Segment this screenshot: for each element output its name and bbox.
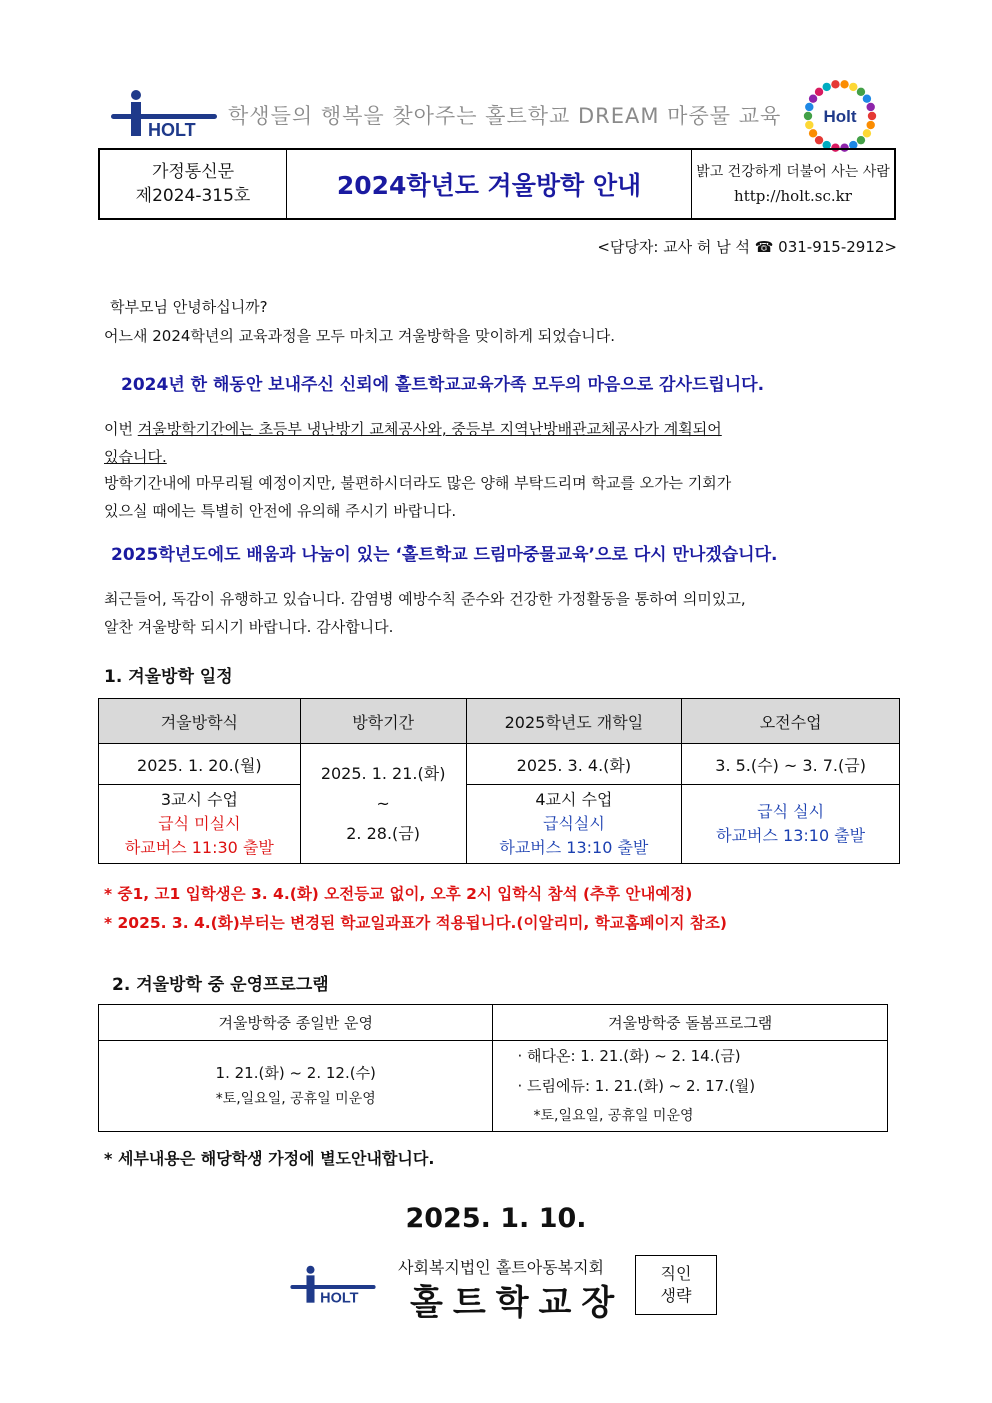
- holt-ring-logo: [802, 78, 878, 154]
- notice-type: 가정통신문: [151, 162, 235, 182]
- flu-line2: 알찬 겨울방학 되시기 바랍니다. 감사합니다.: [104, 618, 394, 636]
- table-row: [99, 1041, 888, 1132]
- ring-dot: [857, 88, 865, 96]
- ceremony-date: 2025. 1. 20.(월): [99, 744, 301, 785]
- vacation-program-table: [98, 1004, 888, 1132]
- notice-title-box: [98, 148, 896, 220]
- ring-dot: [840, 80, 848, 88]
- ring-dot: [823, 83, 831, 91]
- ring-dot: [809, 94, 817, 102]
- greeting: 학부모님 안녕하십니까?: [110, 298, 268, 316]
- school-motto: [692, 150, 894, 218]
- ceremony-meal: 급식 미실시: [158, 814, 241, 833]
- ceremony-details: [99, 785, 301, 864]
- morning-meal: 급식 실시: [757, 802, 825, 821]
- morning-bus: 하교버스 13:10 출발: [716, 826, 866, 845]
- header-ceremony: 겨울방학식: [99, 699, 301, 744]
- ring-dot: [867, 121, 875, 129]
- header-period: 방학기간: [300, 699, 466, 744]
- holt-logo: [108, 88, 220, 140]
- table-row: [99, 744, 900, 785]
- opening-meal: 급식실시: [542, 814, 605, 833]
- allday-note: *토,일요일, 공휴일 미운영: [215, 1091, 376, 1107]
- timetable-note: * 2025. 3. 4.(화)부터는 변경된 학교일과표가 적용됩니다.(이알리미, 학교홈페이지 참조): [104, 914, 727, 932]
- care-note: *토,일요일, 공휴일 미운영: [533, 1108, 694, 1124]
- allday-cell: [99, 1041, 493, 1132]
- intro-line: 어느새 2024학년의 교육과정을 모두 마치고 겨울방학을 맞이하게 되었습니다.: [104, 327, 616, 345]
- ceremony-bus: 하교버스 11:30 출발: [124, 838, 274, 857]
- vacation-period: [300, 744, 466, 864]
- table-header-row: [99, 1005, 888, 1041]
- official-seal-box: [635, 1255, 717, 1315]
- ring-dot: [849, 83, 857, 91]
- page-title: 2024학년도 겨울방학 안내: [287, 150, 692, 218]
- care-cell: [493, 1041, 888, 1132]
- allday-period: 1. 21.(화) ~ 2. 12.(수): [215, 1064, 376, 1082]
- ceremony-class: 3교시 수업: [160, 790, 238, 809]
- meet-again-message: 2025학년도에도 배움과 나눔이 있는 ‘홀트학교 드림마중물교육’으로 다시 만나겠습니다.: [111, 545, 778, 565]
- construction-notice-line1: [104, 418, 722, 439]
- holt-logo-text: HOLT: [148, 120, 196, 140]
- ring-dot: [805, 103, 813, 111]
- ring-dot: [805, 121, 813, 129]
- holt-ring-logo-text: Holt: [823, 107, 857, 126]
- organization-name: 사회복지법인 홀트아동복지회: [398, 1258, 605, 1277]
- header-slogan: 학생들의 행복을 찾아주는 홀트학교 DREAM 마중물 교육: [228, 104, 782, 128]
- ring-dot: [863, 129, 871, 137]
- header-allday: 겨울방학중 종일반 운영: [99, 1005, 493, 1041]
- ring-dot: [857, 136, 865, 144]
- seal-line1: 직인: [660, 1264, 692, 1283]
- details-footnote: * 세부내용은 해당학생 가정에 별도안내합니다.: [104, 1149, 435, 1168]
- vacation-end: 2. 28.(금): [346, 823, 420, 843]
- ring-dot: [863, 94, 871, 102]
- flu-line1: 최근들어, 독감이 유행하고 있습니다. 감염병 예방수칙 준수와 건강한 가정활동을 통하여 의미있고,: [104, 590, 746, 608]
- ring-dot: [831, 80, 839, 88]
- seal-line2: 생략: [660, 1286, 692, 1305]
- vacation-schedule-table: [98, 698, 900, 864]
- entrance-note: * 중1, 고1 입학생은 3. 4.(화) 오전등교 없이, 오후 2시 입학식 참석 (추후 안내예정): [104, 885, 693, 903]
- ring-dot: [804, 112, 812, 120]
- table-row: [99, 785, 900, 864]
- notice-number: [100, 150, 287, 218]
- construction-notice-line2: 있습니다.: [104, 448, 167, 466]
- ring-dot: [809, 129, 817, 137]
- issue-date: 2025. 1. 10.: [405, 1203, 587, 1234]
- section1-title: 1. 겨울방학 일정: [104, 667, 233, 687]
- motto-text: 밝고 건강하게 더불어 사는 사람: [696, 164, 890, 180]
- morning-period: 3. 5.(수) ~ 3. 7.(금): [682, 744, 900, 785]
- safety-line2: 있으실 때에는 특별히 안전에 유의해 주시기 바랍니다.: [104, 502, 457, 520]
- safety-line1: 방학기간내에 마무리될 예정이지만, 불편하시더라도 많은 양해 부탁드리며 학교를 오가는 기회가: [104, 474, 732, 492]
- header-opening: 2025학년도 개학일: [466, 699, 682, 744]
- care-item-1: · 해다온: 1. 21.(화) ~ 2. 14.(금): [517, 1047, 741, 1065]
- notice-id: 제2024-315호: [135, 186, 251, 206]
- holt-logo-footer: [288, 1262, 378, 1308]
- construction-underlined: 겨울방학기간에는 초등부 냉난방기 교체공사와, 중등부 지역난방배관교체공사가 계획되어: [137, 420, 722, 438]
- header-care: 겨울방학중 돌봄프로그램: [493, 1005, 888, 1041]
- principal-title: 홀트학교장: [410, 1283, 625, 1323]
- ring-dot: [815, 136, 823, 144]
- ring-dot: [868, 112, 876, 120]
- morning-details: [682, 785, 900, 864]
- vacation-tilde: ~: [376, 793, 390, 813]
- school-url[interactable]: http://holt.sc.kr: [734, 187, 852, 205]
- care-item-2: · 드림에듀: 1. 21.(화) ~ 2. 17.(월): [517, 1077, 756, 1095]
- thanks-message: 2024년 한 해동안 보내주신 신뢰에 홀트학교교육가족 모두의 마음으로 감사드립니다.: [121, 375, 765, 395]
- holt-logo-footer-text: HOLT: [320, 1290, 359, 1307]
- contact-info: <담당자: 교사 허 남 석 ☎ 031-915-2912>: [597, 238, 897, 256]
- ring-dot: [867, 103, 875, 111]
- header-morning: 오전수업: [682, 699, 900, 744]
- vacation-start: 2025. 1. 21.(화): [320, 763, 446, 783]
- ring-dot: [815, 88, 823, 96]
- section2-title: 2. 겨울방학 중 운영프로그램: [112, 975, 329, 995]
- table-header-row: [99, 699, 900, 744]
- construction-prefix: 이번: [104, 420, 138, 438]
- opening-details: [466, 785, 682, 864]
- opening-bus: 하교버스 13:10 출발: [499, 838, 649, 857]
- opening-date: 2025. 3. 4.(화): [466, 744, 682, 785]
- opening-class: 4교시 수업: [535, 790, 613, 809]
